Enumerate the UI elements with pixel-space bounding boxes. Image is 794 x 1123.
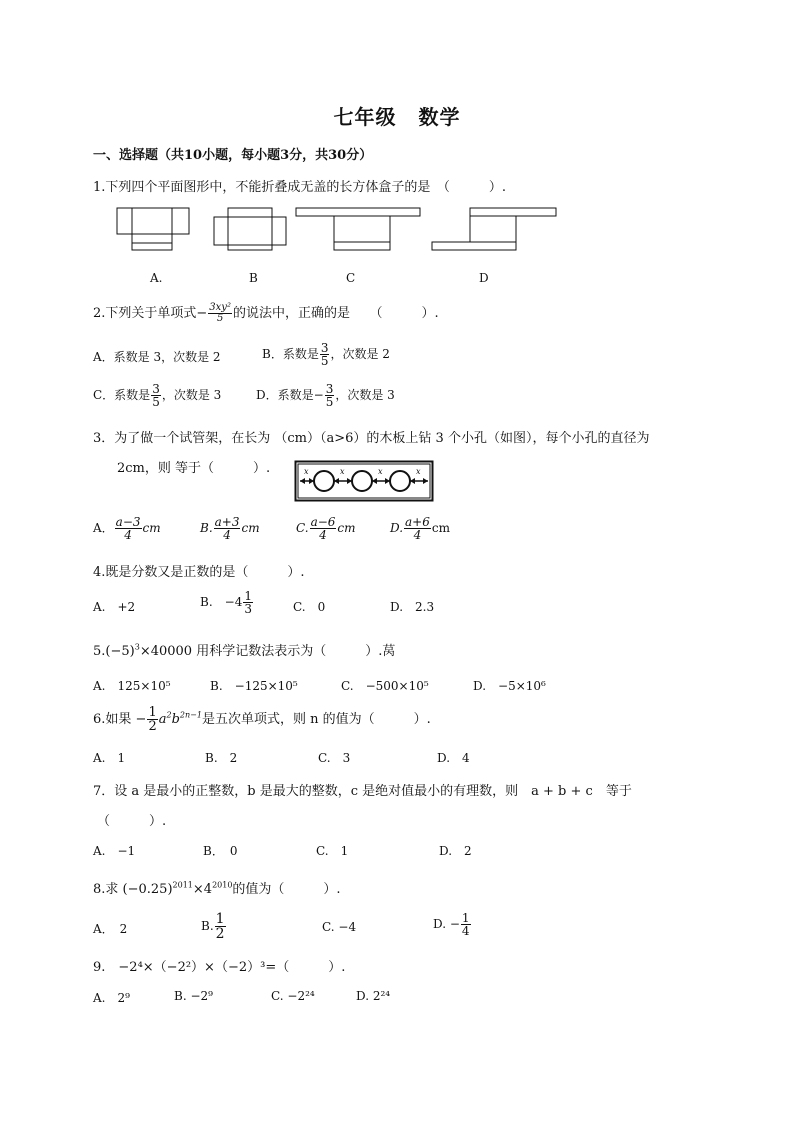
q5-base: (−5) [105,644,135,659]
q2-suffix: 的说法中，正确的是 （ ）. [232,306,439,321]
question-2-text [93,302,439,324]
figure-label-b: B [249,271,258,285]
q3-optd-den: 4 [413,528,422,542]
q3-option-c [296,516,356,541]
q2-optc-post: ，次数是 3 [161,388,222,402]
q5-option-d: D. −5×10⁶ [473,679,546,693]
q4-option-b [200,590,254,615]
q2-fraction [208,303,232,324]
q3-opta-frac [115,516,142,541]
q4-option-c: C. 0 [293,600,326,614]
figure-label-c: C [346,271,356,285]
q3-optd-unit: cm [431,521,450,535]
q3-optb-num: a+3 [214,515,240,529]
q8-option-d [433,912,472,937]
q9-option-d: D. 2²⁴ [356,989,391,1003]
q3-optc-num: a−6 [310,515,336,529]
q8-optb-frac [215,912,226,941]
q2-option-a: A．系数是 3，次数是 2 [93,350,221,364]
q5-prefix: 5. [93,644,106,659]
q8-optd-pre: D. − [433,917,460,931]
rack-gap-label-4: x [416,467,421,476]
q3-optc-frac [310,516,337,541]
q3-opta-pre: A． [93,521,114,535]
q2-optb-post: ，次数是 2 [330,347,390,361]
q5-exponent: 3 [134,642,140,652]
q6-fraction [147,706,157,733]
q8-optd-num: 1 [461,911,470,925]
q6-var-a: a [158,712,167,727]
q6-frac-den: 2 [148,719,157,734]
q3-optb-den: 4 [223,528,231,542]
q3-optb-frac [214,516,241,541]
question-7-line-1: 7．设 a 是最小的正整数，b 是最大的整数，c 是绝对值最小的有理数，则 a + b + c 等于 [93,784,632,799]
q8-option-c: C. −4 [322,920,357,934]
rack-gap-label-3: x [378,467,383,476]
q3-optd-frac [404,516,431,541]
q2-optd-pre: D．系数是− [256,388,324,402]
q5-option-b: B. −125×10⁵ [210,679,298,693]
figure-c-net [296,208,420,250]
q2-optc-den: 5 [152,395,160,409]
q6-exp-b: 2n−1 [179,710,202,720]
figure-label-d: D [479,271,489,285]
q5-option-a: A. 125×10⁵ [93,679,171,693]
question-3-line-2: 2cm，则 等于（ ）. [117,461,271,476]
question-4-text: 4.既是分数又是正数的是（ ）. [93,565,305,580]
q9-option-c: C. −2²⁴ [271,989,315,1003]
q7-option-a: A. −1 [93,844,136,858]
q3-optb-unit: cm [241,521,260,535]
q8-middle: ×4 [192,882,213,897]
question-1-figures [110,203,570,253]
q3-optc-unit: cm [337,521,356,535]
q3-option-b [200,516,260,541]
q3-opta-den: 4 [124,528,132,542]
q6-var-b: b [171,712,180,727]
rack-gap-label-2: x [340,467,345,476]
q8-optb-num: 1 [215,911,225,927]
q4-optb-den: 3 [244,602,252,616]
q3-opta-unit: cm [142,521,161,535]
q8-prefix: 8.求 (−0.25) [93,882,173,897]
q8-optd-den: 4 [461,924,470,938]
question-9-text: 9. −2⁴×（−2²）×（−2）³=（ ）. [93,960,346,975]
rack-gap-label-1: x [304,467,309,476]
q3-optc-pre: C. [296,521,309,535]
figure-d-net [432,208,556,250]
q2-optb-pre: B．系数是 [262,347,319,361]
q6-option-c: C. 3 [318,751,351,765]
figure-b-net [214,208,286,250]
q7-option-c: C. 1 [316,844,349,858]
q2-option-b [262,342,390,367]
q2-optc-num: 3 [152,382,160,396]
q6-suffix: 是五次单项式，则 n 的值为（ ）. [201,712,431,727]
q8-suffix: 的值为（ ）. [232,882,341,897]
figure-a-net [117,208,189,250]
q4-optb-num: 1 [244,589,252,603]
q4-option-d: D. 2.3 [390,600,435,614]
title-grade: 七年级 [333,105,397,129]
q8-optb-den: 2 [215,926,225,942]
q8-optb-pre: B. [201,919,214,933]
q2-optb-frac [320,342,330,367]
q3-optc-den: 4 [319,528,327,542]
q2-optc-frac [151,383,161,408]
q2-optd-den: 5 [325,395,334,409]
q6-frac-num: 1 [148,705,157,720]
q2-optc-pre: C．系数是 [93,388,151,402]
q8-exp-1: 2011 [172,880,193,890]
q3-optd-num: a+6 [405,515,430,529]
q9-option-a: A. 2⁹ [93,991,130,1005]
q6-prefix: 6.如果 − [93,712,147,727]
section-heading: 一、选择题（共10小题，每小题3分，共30分） [93,148,373,163]
q3-opta-num: a−3 [115,515,141,529]
question-7-line-2: （ ）. [97,814,167,829]
question-3-line-1: 3．为了做一个试管架，在长为 （cm）（a>6）的木板上钻 3 个小孔（如图），每个小孔的直径为 [93,431,650,446]
question-6-text [93,706,431,733]
q2-frac-num: 3xy² [209,302,231,313]
q8-option-a: A． 2 [93,922,128,936]
q6-option-a: A. 1 [93,751,126,765]
q2-optb-den: 5 [320,354,329,368]
q7-option-d: D. 2 [439,844,472,858]
question-8-text [93,878,341,897]
q3-optd-pre: D. [390,521,404,535]
q3-optb-pre: B. [200,521,213,535]
q2-optd-post: ，次数是 3 [335,388,395,402]
q8-option-b [201,912,227,941]
q2-frac-den: 5 [216,313,224,324]
title-subject: 数学 [418,105,461,129]
q4-optb-pre: B. −4 [200,595,243,609]
q2-optd-num: 3 [325,382,334,396]
test-tube-rack-figure [294,460,434,502]
q8-optd-frac [461,912,471,937]
q2-option-d [256,383,395,408]
page-title [0,101,794,130]
q3-option-d [390,516,450,541]
q6-option-b: B. 2 [205,751,238,765]
q4-optb-frac [243,590,253,615]
q2-optd-frac [325,383,335,408]
figure-label-a: A. [150,271,163,285]
q6-exp-a: 2 [166,710,172,720]
q2-prefix: 2.下列关于单项式− [93,306,208,321]
q5-suffix: ×40000 用科学记数法表示为（ ）.莴 [139,644,396,659]
q2-option-c [93,383,221,408]
q3-option-a [93,516,161,541]
q6-option-d: D. 4 [437,751,470,765]
question-5-text [93,640,395,659]
q5-option-c: C. −500×10⁵ [341,679,429,693]
q8-exp-2: 2010 [212,880,233,890]
q9-option-b: B. −2⁹ [174,989,213,1003]
q2-optb-num: 3 [320,341,329,355]
question-1-text: 1.下列四个平面图形中，不能折叠成无盖的长方体盒子的是 （ ）. [93,180,507,195]
q4-option-a: A. +2 [93,600,136,614]
q7-option-b: B． 0 [203,844,238,858]
